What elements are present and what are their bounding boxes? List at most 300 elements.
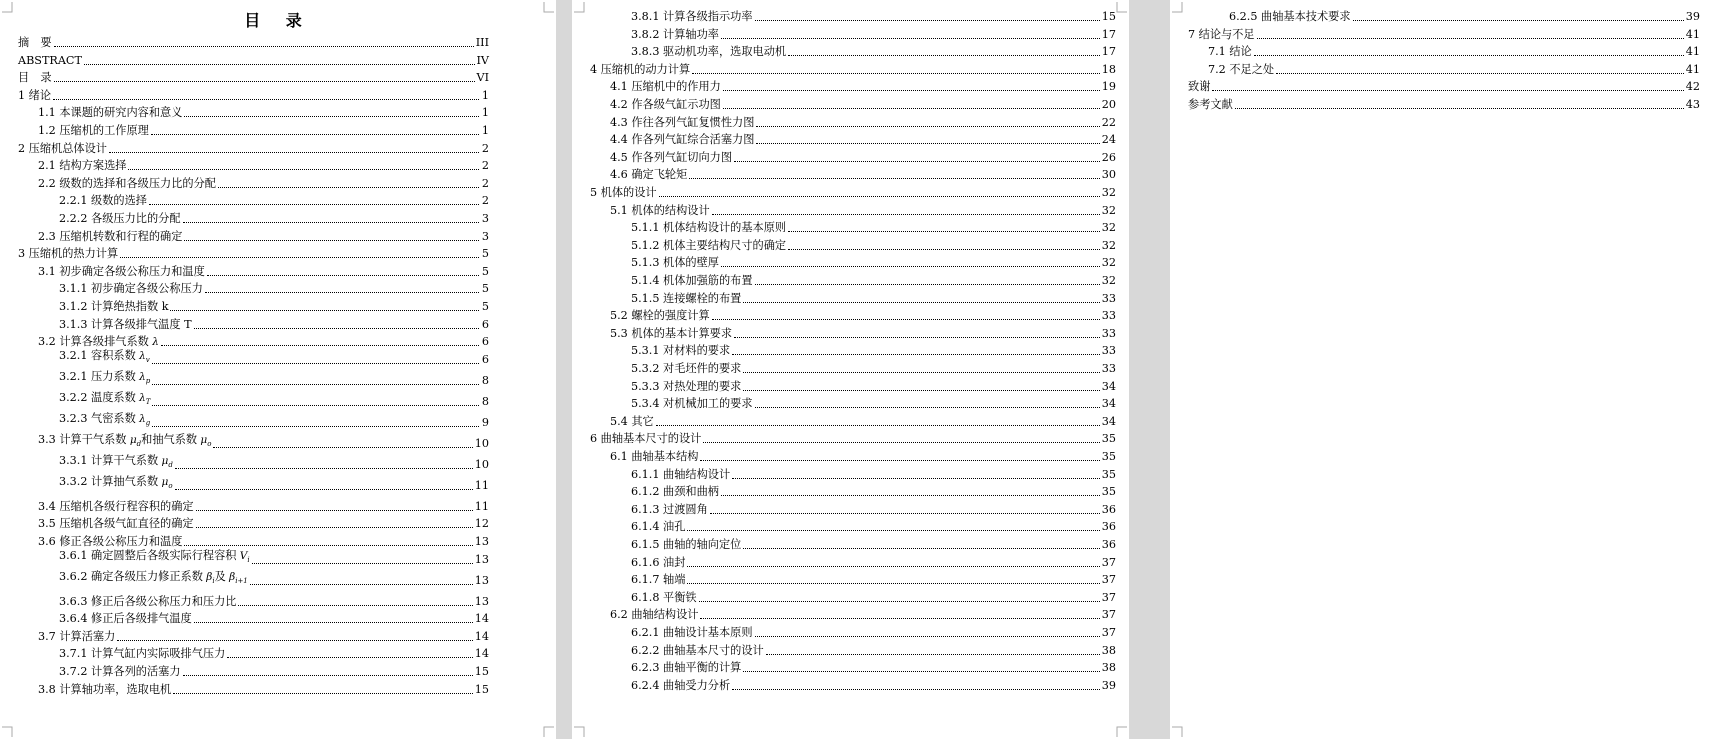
toc-entry-label: 3.8 计算轴功率，选取电机 — [38, 682, 172, 696]
toc-entry — [631, 272, 1116, 288]
toc-entry — [631, 378, 1116, 394]
toc-entry — [38, 515, 489, 531]
toc-entry — [59, 210, 489, 226]
dot-leader — [689, 178, 1099, 179]
toc-entry — [38, 628, 489, 644]
toc-page-number: 32 — [1101, 274, 1116, 287]
toc-entry — [59, 298, 489, 314]
toc-entry-label: 6.1 曲轴基本结构 — [610, 450, 699, 463]
dot-leader — [687, 530, 1099, 531]
dot-leader — [194, 328, 479, 329]
dot-leader — [743, 302, 1099, 303]
toc-entry-label: 3.3.1 计算干气系数 $\mu_d$ — [59, 453, 173, 469]
toc-entry — [590, 61, 1116, 77]
dot-leader — [755, 636, 1100, 637]
toc-entry-label: 6.1.1 曲轴结构设计 — [631, 467, 731, 481]
toc-entry-label: ABSTRACT — [18, 53, 82, 67]
toc-page-number: 35 — [1101, 450, 1116, 463]
toc-entry — [610, 606, 1116, 622]
toc-entry — [590, 430, 1116, 446]
toc-page-number: 32 — [1101, 256, 1116, 270]
math-symbol: $\lambda_p$ — [135, 370, 151, 385]
toc-entry — [610, 114, 1116, 130]
toc-entry — [38, 175, 489, 191]
toc-entry-label: 6.2.1 曲轴设计基本原则 — [631, 626, 753, 639]
toc-entry — [38, 681, 489, 697]
dot-leader — [184, 545, 472, 546]
dot-leader — [687, 583, 1099, 584]
toc-entry-label: 3.7.1 计算气缸内实际吸排气压力 — [59, 647, 226, 661]
toc-entry-label: 7 结论与不足 — [1188, 27, 1255, 41]
toc-entry-label: 4.3 作往各列气缸复惯性力图 — [610, 115, 755, 129]
math-symbol: $\mu_d$ — [126, 433, 142, 448]
toc-entry — [38, 263, 489, 279]
toc-entry-label: 3.8.1 计算各级指示功率 — [631, 10, 753, 23]
toc-entry-label: 6.1.6 油封 — [631, 555, 686, 569]
toc-entry-label: 目 录 — [18, 71, 52, 85]
dot-leader — [1254, 55, 1684, 56]
toc-page-number: 9 — [481, 415, 489, 429]
toc-page-number: 15 — [1101, 10, 1116, 23]
dot-leader — [128, 169, 479, 170]
dot-leader — [734, 161, 1100, 162]
toc-page-number: 39 — [1101, 678, 1116, 692]
toc-entry — [631, 360, 1116, 376]
toc-entry — [38, 157, 489, 173]
toc-entry — [610, 307, 1116, 323]
dot-leader — [252, 563, 473, 564]
toc-entry — [59, 663, 489, 679]
toc-page-number: 39 — [1685, 10, 1700, 23]
toc-entry — [631, 8, 1116, 24]
toc-entry — [59, 453, 489, 472]
dot-leader — [54, 81, 475, 82]
toc-page-number: 19 — [1101, 80, 1116, 94]
page-corner-mark — [1115, 2, 1127, 14]
page-corner-mark — [574, 725, 586, 737]
toc-page-number: 34 — [1101, 379, 1116, 393]
toc-page-number: 5 — [481, 247, 489, 261]
toc-entry — [1208, 43, 1700, 59]
toc-entry-label: 3.2.1 压力系数 $\lambda_p$ — [59, 369, 151, 385]
math-symbol: $\beta_{i+1}$ — [225, 570, 248, 585]
toc-entry-label: 3.7.2 计算各列的活塞力 — [59, 665, 181, 678]
toc-entry-label: 6.2 曲轴结构设计 — [610, 608, 699, 622]
toc-page-number: VI — [476, 71, 489, 85]
dot-leader — [151, 134, 479, 135]
toc-page-number: 15 — [474, 682, 489, 696]
toc-page-number: 3 — [481, 229, 489, 243]
dot-leader — [194, 622, 473, 623]
toc-page-number: 37 — [1101, 608, 1116, 622]
toc-entry-label: 3.6.2 确定各级压力修正系数 $\beta_i$及 $\beta_{i+1}$ — [59, 569, 248, 585]
toc-entry-label: 3.3 计算干气系数 $\mu_d$和抽气系数 $\mu_o$ — [38, 432, 212, 448]
dot-leader — [250, 584, 473, 585]
toc-page-number: 34 — [1101, 397, 1116, 411]
toc-entry — [631, 237, 1116, 253]
dot-leader — [218, 187, 479, 188]
dot-leader — [734, 337, 1100, 338]
toc-entry — [38, 104, 489, 120]
toc-page-number: 6 — [481, 352, 489, 366]
dot-leader — [1276, 73, 1684, 74]
dot-leader — [732, 478, 1100, 479]
page-corner-mark — [1115, 725, 1127, 737]
dot-leader — [721, 495, 1100, 496]
toc-entry-label: 5.1.1 机体结构设计的基本原则 — [631, 221, 787, 235]
toc-entry — [59, 192, 489, 208]
toc-entry-label: 5.3.2 对毛坯件的要求 — [631, 362, 742, 375]
toc-page-number: 6 — [481, 317, 489, 331]
dot-leader — [712, 319, 1100, 320]
toc-page-number: 6 — [481, 335, 489, 349]
toc-page-number: 14 — [474, 647, 489, 661]
toc-entry-label: 3.2 计算各级排气系数 λ — [38, 335, 159, 349]
dot-leader — [152, 363, 479, 364]
toc-page-number: 12 — [474, 517, 489, 531]
toc-page-number: 5 — [481, 282, 489, 296]
toc-page-number: 26 — [1101, 150, 1116, 164]
toc-entry — [1229, 8, 1700, 24]
dot-leader — [120, 257, 479, 258]
toc-entry-label: 2 压缩机总体设计 — [18, 141, 107, 155]
toc-entry-label: 5.2 螺栓的强度计算 — [610, 309, 710, 323]
toc-entry-label: 2.1 结构方案选择 — [38, 159, 127, 173]
toc-page-number: 13 — [474, 535, 489, 548]
dot-leader — [723, 90, 1100, 91]
toc-entry — [631, 290, 1116, 306]
toc-page-2 — [572, 0, 1129, 739]
toc-page-number: 13 — [474, 573, 489, 587]
toc-entry — [59, 411, 489, 430]
dot-leader — [175, 489, 473, 490]
toc-entry-label: 6.2.5 曲轴基本技术要求 — [1229, 10, 1351, 23]
toc-page-number: 11 — [474, 499, 489, 513]
dot-leader — [53, 99, 479, 100]
dot-leader — [184, 240, 479, 241]
toc-entry — [18, 140, 489, 156]
dot-leader — [788, 231, 1100, 232]
toc-entry-label: 6.1.4 油孔 — [631, 520, 686, 534]
toc-page-number: 36 — [1101, 520, 1116, 534]
toc-entry-label: 1.2 压缩机的工作原理 — [38, 124, 149, 137]
toc-page-number: 20 — [1101, 98, 1116, 111]
toc-page-number: 32 — [1101, 203, 1116, 217]
toc-entry — [631, 254, 1116, 270]
dot-leader — [721, 38, 1100, 39]
toc-page-number: 36 — [1101, 538, 1116, 551]
toc-entry-label: 5.3.4 对机械加工的要求 — [631, 397, 753, 411]
toc-entry — [631, 395, 1116, 411]
toc-entry — [18, 52, 489, 68]
toc-page-number: 10 — [474, 457, 489, 471]
dot-leader — [161, 345, 479, 346]
toc-entry-label: 6.2.2 曲轴基本尺寸的设计 — [631, 643, 764, 657]
math-symbol: $\beta_i$ — [202, 570, 215, 585]
toc-page-3 — [1170, 0, 1712, 739]
toc-page-number: 8 — [481, 373, 489, 387]
toc-entry — [59, 348, 489, 367]
toc-page-number: 32 — [1101, 238, 1116, 252]
toc-entry — [18, 87, 489, 103]
dot-leader — [117, 640, 472, 641]
dot-leader — [756, 143, 1099, 144]
toc-entry — [631, 571, 1116, 587]
toc-page-number: 1 — [481, 88, 489, 102]
dot-leader — [184, 116, 479, 117]
page-corner-mark — [542, 725, 554, 737]
toc-entry-label: 6 曲轴基本尺寸的设计 — [590, 432, 702, 446]
dot-leader — [196, 527, 473, 528]
dot-leader — [109, 152, 479, 153]
toc-entry — [59, 474, 489, 493]
dot-leader — [712, 214, 1100, 215]
toc-entry-label: 3.1 初步确定各级公称压力和温度 — [38, 264, 205, 278]
dot-leader — [732, 354, 1100, 355]
toc-page-number: 3 — [481, 212, 489, 225]
toc-entry — [631, 589, 1116, 605]
toc-entry — [38, 432, 489, 451]
toc-page-number: 30 — [1101, 168, 1116, 182]
page-corner-mark — [1172, 2, 1184, 14]
dot-leader — [755, 20, 1100, 21]
toc-entry-label: 4.1 压缩机中的作用力 — [610, 80, 721, 94]
toc-page-number: 33 — [1101, 326, 1116, 340]
dot-leader — [743, 548, 1099, 549]
dot-leader — [723, 108, 1100, 109]
toc-entry — [631, 624, 1116, 640]
math-symbol: $\mu_d$ — [158, 454, 173, 469]
toc-entry — [38, 122, 489, 138]
dot-leader — [700, 618, 1099, 619]
toc-page-number: 41 — [1685, 62, 1700, 76]
math-symbol: $\mu_o$ — [158, 475, 173, 490]
toc-entry-label: 7.2 不足之处 — [1208, 62, 1275, 76]
dot-leader — [710, 513, 1100, 514]
toc-entry — [631, 342, 1116, 358]
toc-entry-label: 3.6 修正各级公称压力和温度 — [38, 535, 183, 548]
dot-leader — [700, 460, 1099, 461]
toc-entry — [59, 645, 489, 661]
dot-leader — [721, 266, 1100, 267]
toc-entry-label: 6.1.2 曲颈和曲柄 — [631, 485, 719, 499]
toc-entry-label: 5.3 机体的基本计算要求 — [610, 326, 733, 340]
toc-entry — [38, 228, 489, 244]
toc-page-number: 34 — [1101, 414, 1116, 428]
dot-leader — [743, 372, 1099, 373]
toc-entry — [631, 518, 1116, 534]
toc-entry — [59, 569, 489, 588]
toc-page-number: 13 — [474, 594, 489, 608]
toc-page-number: 2 — [481, 176, 489, 190]
dot-leader — [743, 390, 1099, 391]
toc-entry-label: 6.1.5 曲轴的轴向定位 — [631, 538, 742, 551]
toc-entry — [590, 184, 1116, 200]
dot-leader — [152, 384, 479, 385]
toc-entry — [631, 43, 1116, 59]
toc-entry-label: 4.2 作各级气缸示功图 — [610, 98, 721, 111]
dot-leader — [213, 447, 472, 448]
toc-page-number: 1 — [481, 124, 489, 137]
dot-leader — [699, 601, 1100, 602]
toc-page-number: 38 — [1101, 661, 1116, 675]
dot-leader — [766, 654, 1100, 655]
toc-entry-label: 1 绪论 — [18, 88, 52, 102]
toc-entry-label: 2.2.2 各级压力比的分配 — [59, 212, 181, 225]
dot-leader — [703, 442, 1099, 443]
toc-entry-label: 5.3.1 对材料的要求 — [631, 344, 731, 358]
toc-entry — [59, 390, 489, 409]
dot-leader — [205, 292, 479, 293]
toc-entry — [59, 593, 489, 609]
toc-entry-label: 3.4 压缩机各级行程容积的确定 — [38, 499, 194, 513]
math-symbol: $\lambda_v$ — [135, 349, 150, 364]
toc-entry-label: 2.2.1 级数的选择 — [59, 194, 147, 208]
toc-entry-label: 3.8.3 驱动机功率，选取电动机 — [631, 45, 787, 59]
toc-entry-label: 3.6.3 修正后各级公称压力和压力比 — [59, 594, 237, 608]
toc-entry-label: 3.7 计算活塞力 — [38, 629, 116, 643]
dot-leader — [227, 657, 472, 658]
toc-page-number: 17 — [1101, 27, 1116, 41]
toc-entry-label: 7.1 结论 — [1208, 45, 1252, 59]
toc-entry-label: 2.3 压缩机转数和行程的确定 — [38, 229, 183, 243]
toc-entry — [631, 219, 1116, 235]
toc-entry-label: 3.5 压缩机各级气缸直径的确定 — [38, 517, 194, 531]
toc-entry-label: 6.1.8 平衡铁 — [631, 590, 697, 604]
toc-page-number: 17 — [1101, 45, 1116, 59]
dot-leader — [692, 73, 1100, 74]
toc-entry-label: 3.6.4 修正后各级排气温度 — [59, 612, 192, 626]
toc-page-number: 33 — [1101, 344, 1116, 358]
toc-entry-label: 5.3.3 对热处理的要求 — [631, 379, 742, 393]
toc-entry-label: 6.1.7 轴端 — [631, 573, 686, 587]
toc-entry — [631, 554, 1116, 570]
toc-entry-label: 3.8.2 计算轴功率 — [631, 27, 719, 41]
page-corner-mark — [2, 725, 14, 737]
toc-entry-label: 5 机体的设计 — [590, 186, 657, 199]
dot-leader — [687, 566, 1099, 567]
toc-entry — [18, 245, 489, 261]
dot-leader — [788, 249, 1100, 250]
toc-entry — [631, 501, 1116, 517]
toc-page-number: 33 — [1101, 309, 1116, 323]
toc-page-number: 14 — [474, 629, 489, 643]
toc-page-number: 35 — [1101, 432, 1116, 446]
math-symbol: $\lambda_g$ — [135, 412, 151, 427]
toc-entry — [59, 610, 489, 626]
toc-entry — [631, 483, 1116, 499]
toc-entry-label: 3 压缩机的热力计算 — [18, 247, 119, 261]
toc-entry-label: 5.1.2 机体主要结构尺寸的确定 — [631, 238, 787, 252]
toc-entry — [631, 659, 1116, 675]
toc-page-number: 36 — [1101, 502, 1116, 516]
toc-entry — [610, 448, 1116, 464]
dot-leader — [743, 671, 1099, 672]
toc-page-number: 43 — [1685, 98, 1700, 111]
toc-entry-label: 3.1.2 计算绝热指数 k — [59, 300, 169, 313]
toc-page-number: 22 — [1101, 115, 1116, 129]
dot-leader — [183, 675, 473, 676]
dot-leader — [755, 284, 1100, 285]
toc-entry-label: 摘 要 — [18, 36, 52, 49]
toc-entry-label: 6.2.4 曲轴受力分析 — [631, 678, 731, 692]
page-corner-mark — [574, 2, 586, 14]
toc-page-number: 11 — [474, 478, 489, 492]
toc-page-1 — [0, 0, 556, 739]
toc-entry-label: 3.1.3 计算各级排气温度 T — [59, 317, 192, 331]
toc-page-number: 41 — [1685, 45, 1700, 59]
dot-leader — [170, 310, 479, 311]
dot-leader — [173, 693, 473, 694]
toc-entry — [1188, 78, 1700, 94]
toc-entry-label: 3.2.1 容积系数 $\lambda_v$ — [59, 348, 150, 364]
toc-page-number: III — [475, 36, 489, 49]
toc-entry-label: 1.1 本课题的研究内容和意义 — [38, 106, 183, 120]
dot-leader — [1212, 90, 1683, 91]
dot-leader — [183, 222, 479, 223]
toc-page-number: 38 — [1101, 643, 1116, 657]
toc-entry-label: 6.2.3 曲轴平衡的计算 — [631, 661, 742, 675]
toc-entry — [631, 677, 1116, 693]
toc-page-number: 5 — [481, 300, 489, 313]
dot-leader — [152, 405, 479, 406]
toc-entry — [631, 536, 1116, 552]
toc-page-number: 10 — [474, 436, 489, 450]
toc-entry-label: 4.4 作各列气缸综合活塞力图 — [610, 133, 755, 147]
toc-entry — [59, 316, 489, 332]
toc-page-number: 35 — [1101, 467, 1116, 481]
dot-leader — [238, 605, 472, 606]
toc-page-number: 2 — [481, 194, 489, 208]
dot-leader — [756, 126, 1099, 127]
toc-entry-label: 3.6.1 确定圆整后各级实际行程容积 $V_i$ — [59, 548, 250, 564]
toc-entry — [631, 466, 1116, 482]
toc-entry — [38, 333, 489, 349]
toc-entry-label: 3.2.3 气密系数 $\lambda_g$ — [59, 411, 151, 427]
toc-title: 目 录 — [244, 11, 312, 30]
math-symbol: λ — [148, 336, 159, 349]
toc-page-number: 33 — [1101, 291, 1116, 305]
toc-entry — [1188, 26, 1700, 42]
toc-page-number: 37 — [1101, 573, 1116, 587]
toc-entry — [631, 642, 1116, 658]
toc-entry — [610, 96, 1116, 112]
toc-entry-label: 5.1.3 机体的壁厚 — [631, 256, 719, 270]
toc-page-number: 13 — [474, 552, 489, 566]
dot-leader — [175, 468, 473, 469]
dot-leader — [659, 196, 1100, 197]
toc-entry — [1208, 61, 1700, 77]
dot-leader — [207, 275, 479, 276]
math-symbol: $\lambda_T$ — [135, 391, 151, 406]
toc-page-number: 24 — [1101, 133, 1116, 147]
toc-entry — [59, 548, 489, 567]
dot-leader — [149, 204, 479, 205]
toc-entry — [610, 149, 1116, 165]
toc-page-number: 35 — [1101, 485, 1116, 499]
dot-leader — [84, 64, 475, 65]
dot-leader — [1235, 108, 1684, 109]
toc-entry — [610, 325, 1116, 341]
toc-entry — [610, 166, 1116, 182]
toc-entry — [59, 369, 489, 388]
toc-page-number: 5 — [481, 264, 489, 278]
toc-page-number: IV — [476, 53, 489, 67]
toc-page-number: 37 — [1101, 626, 1116, 639]
toc-page-number: 8 — [481, 394, 489, 408]
toc-entry — [18, 69, 489, 85]
toc-entry-label: 5.1.4 机体加强筋的布置 — [631, 274, 753, 287]
